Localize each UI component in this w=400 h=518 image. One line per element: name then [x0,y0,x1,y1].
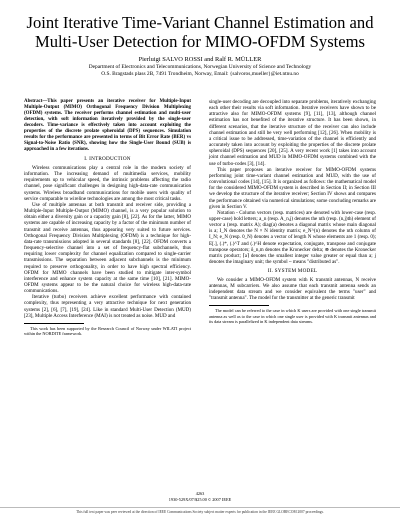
footnote-divider [24,323,84,324]
model-footnote: The model can be referred to the case in which K users are provided with one single transmit antenna as well as to the case in which one single user is provided with K transmit antennas and its data stream is parallelized in K independent data streams. [209,308,376,324]
page-number: 4263 [195,491,205,496]
notation-paragraph: Notation - Column vectors (resp. matrices) are denoted with lower-case (resp. upper-case) bold letters; a_n (resp. A_n,j) denotes the nth (resp. (n,j)th) element of vector a (resp. matrix A); diag(a) denotes a diagonal matrix whose main diagonal is a; I_N denotes the N × N identity matrix; e_N^(n) denotes the nth column of I_N; e_N (resp. 0_N) denotes a vector of length N whose elements are 1 (resp. 0); E[.], (.)*, (.)^T and (.)^H denote expectation, conjugate, transpose and conjugate transpose operators; δ_n,m denotes the Kronecker delta; ⊗ denotes the Kronecker matrix product; ⌈a⌉ denotes the smallest integer value greater or equal than a; j denotes the imaginary unit; the symbol ~ means "distributed as". [209,209,376,266]
intro-paragraph-2: Use of multiple antennas at both transmit and receiver side, providing a Multiple-Input Multiple-Output (MIMO) channel, is a very popular solution to obtain either a diversity gain or a capacity gain [8], [22]. As for the latter, MIMO systems are capable of increasing capacity by a factor of the minimum number of transmit and receive antennas, thus appearing very suited to future services. Orthogonal Frequency Division Multiplexing (OFDM) is a technique for high-data-rate transmissions adopted in several standards [8], [22]. OFDM converts a frequency-selective channel into a set of frequency-flat subchannels, thus requiring lower complexity for channel equalization compared to single-carrier transmissions. The separation between adjacent subchannels is the minimum required to preserve orthogonality, in order to have high spectral efficiency. OFDM for MIMO channels have been studied to mitigate inter-symbol interference and enhance system capacity at the same time [10], [21]. MIMO-OFDM systems appear to be the natural choice for wireless high-data-rate communications. [24,201,191,295]
section-heading-system-model: II. SYSTEM MODEL [267,268,318,275]
footnote-divider [209,305,269,306]
intro-paragraph-1: Wireless communications play a central role in the modern society of information. The increasing demand of multimedia services, mobility requirements up to vehicular speed, the intrinsic problems affecting the radio channel, pose significant challenges in designing high-data-rate communication systems. Wireless broadband communications for mobile users with quality of service comparable to wireline technologies are among the most critical tasks. [24,165,191,202]
peer-review-notice: This full text paper was peer reviewed at the direction of IEEE Communications Society subject matter experts for publication in the IEEE GLOBECOM 2007 proceedings. [0,507,400,514]
affiliation [20,64,380,77]
section-heading-introduction: I. INTRODUCTION [84,156,131,163]
right-column [209,99,376,324]
body-paragraph-2: This paper proposes an iterative receiver for MIMO-OFDM systems performing joint time-variant channel estimation and MUD, with the use of convolutional codes [14], [15]. It is organized as follows: the mathematical model for the considered MIMO-OFDM system is described in Section II; in Section III we develop the structure of the iterative receiver; Section IV shows and compares the performance obtained via numerical simulations; some concluding remarks are given in Section V. [209,166,376,210]
abstract: Abstract—This paper presents an iterative receiver for Multiple-Input Multiple-Output (MIMO) Orthogonal Frequency Division Multiplexing (OFDM) systems. The receiver performs channel estimation and multi-user detection, with soft information iteratively provided by the single-user decoders. Time-variance is effectively taken into account exploiting the properties of the discrete prolate spheroidal (DPS) sequences. Simulation results for the performance are presented in terms of Bit Error Rate (BER) vs Signal-to-Noise Ratio (SNR), showing how the Single-User Bound (SUB) is approached in a few iterations. [24,99,191,153]
paper-authors: Pierluigi SALVO ROSSI and Ralf R. MÜLLER [138,56,262,63]
page-footer [0,491,400,502]
funding-footnote: This work has been supported by the Research Council of Norway under WILATI project within the NORDITE framework. [24,325,191,337]
affiliation-line-2: O.S. Bragstads plass 2B, 7491 Trondheim, Norway, Email: {salvoros,mueller}@iet.ntnu.no [101,70,299,77]
affiliation-line-1: Department of Electronics and Telecommunications, Norwegian University of Science and Technology [88,64,312,70]
paper-title: Joint Iterative Time-Variant Channel Estimation and Multi-User Detection for MIMO-OFDM Systems [26,13,374,51]
body-paragraph-1: single-user decoding are decoupled into separate problems, iteratively exchanging each other their results via soft information. Iterative receivers have shown to be attractive also for MIMO-OFDM systems [9], [11], [13], although channel estimation has not benefited of the iterative structure. It has been shown, in different scenarios, that the iterative structure of the receiver can also include channel estimation and still be very well performing [12], [26]. When mobility is a critical issue to be addressed, time-variation of the channel is efficiently and accurately taken into account by exploiting the properties of the discrete prolate spheroidal (DPS) sequences [20], [25]. A very recent work [1] takes into account joint channel estimation and MUD in MIMO-OFDM systems combined with the use of turbo-codes [3], [14]. [209,99,376,167]
intro-paragraph-3: Iterative (turbo) receivers achieve excellent performance with contained complexity, thus representing a very attractive technique for next generation systems [2], [6], [7], [19], [24]. Like in standard Multi-User Detection (MUD) [23], Multiple Access Interference (MAI) is not treated as noise. MUD and [24,294,191,319]
isbn-line: 1930-529X/07/$25.00 © 2007 IEEE [168,496,232,502]
system-model-paragraph: We consider a MIMO-OFDM system with K transmit antennas, N receive antennas, M subcarriers. We also assume that each transmit antenna sends an independent data stream and we consider equivalent the terms "user" and "transmit antenna". The model for the transmitter at the generic transmit [209,276,376,302]
left-column [24,99,191,336]
